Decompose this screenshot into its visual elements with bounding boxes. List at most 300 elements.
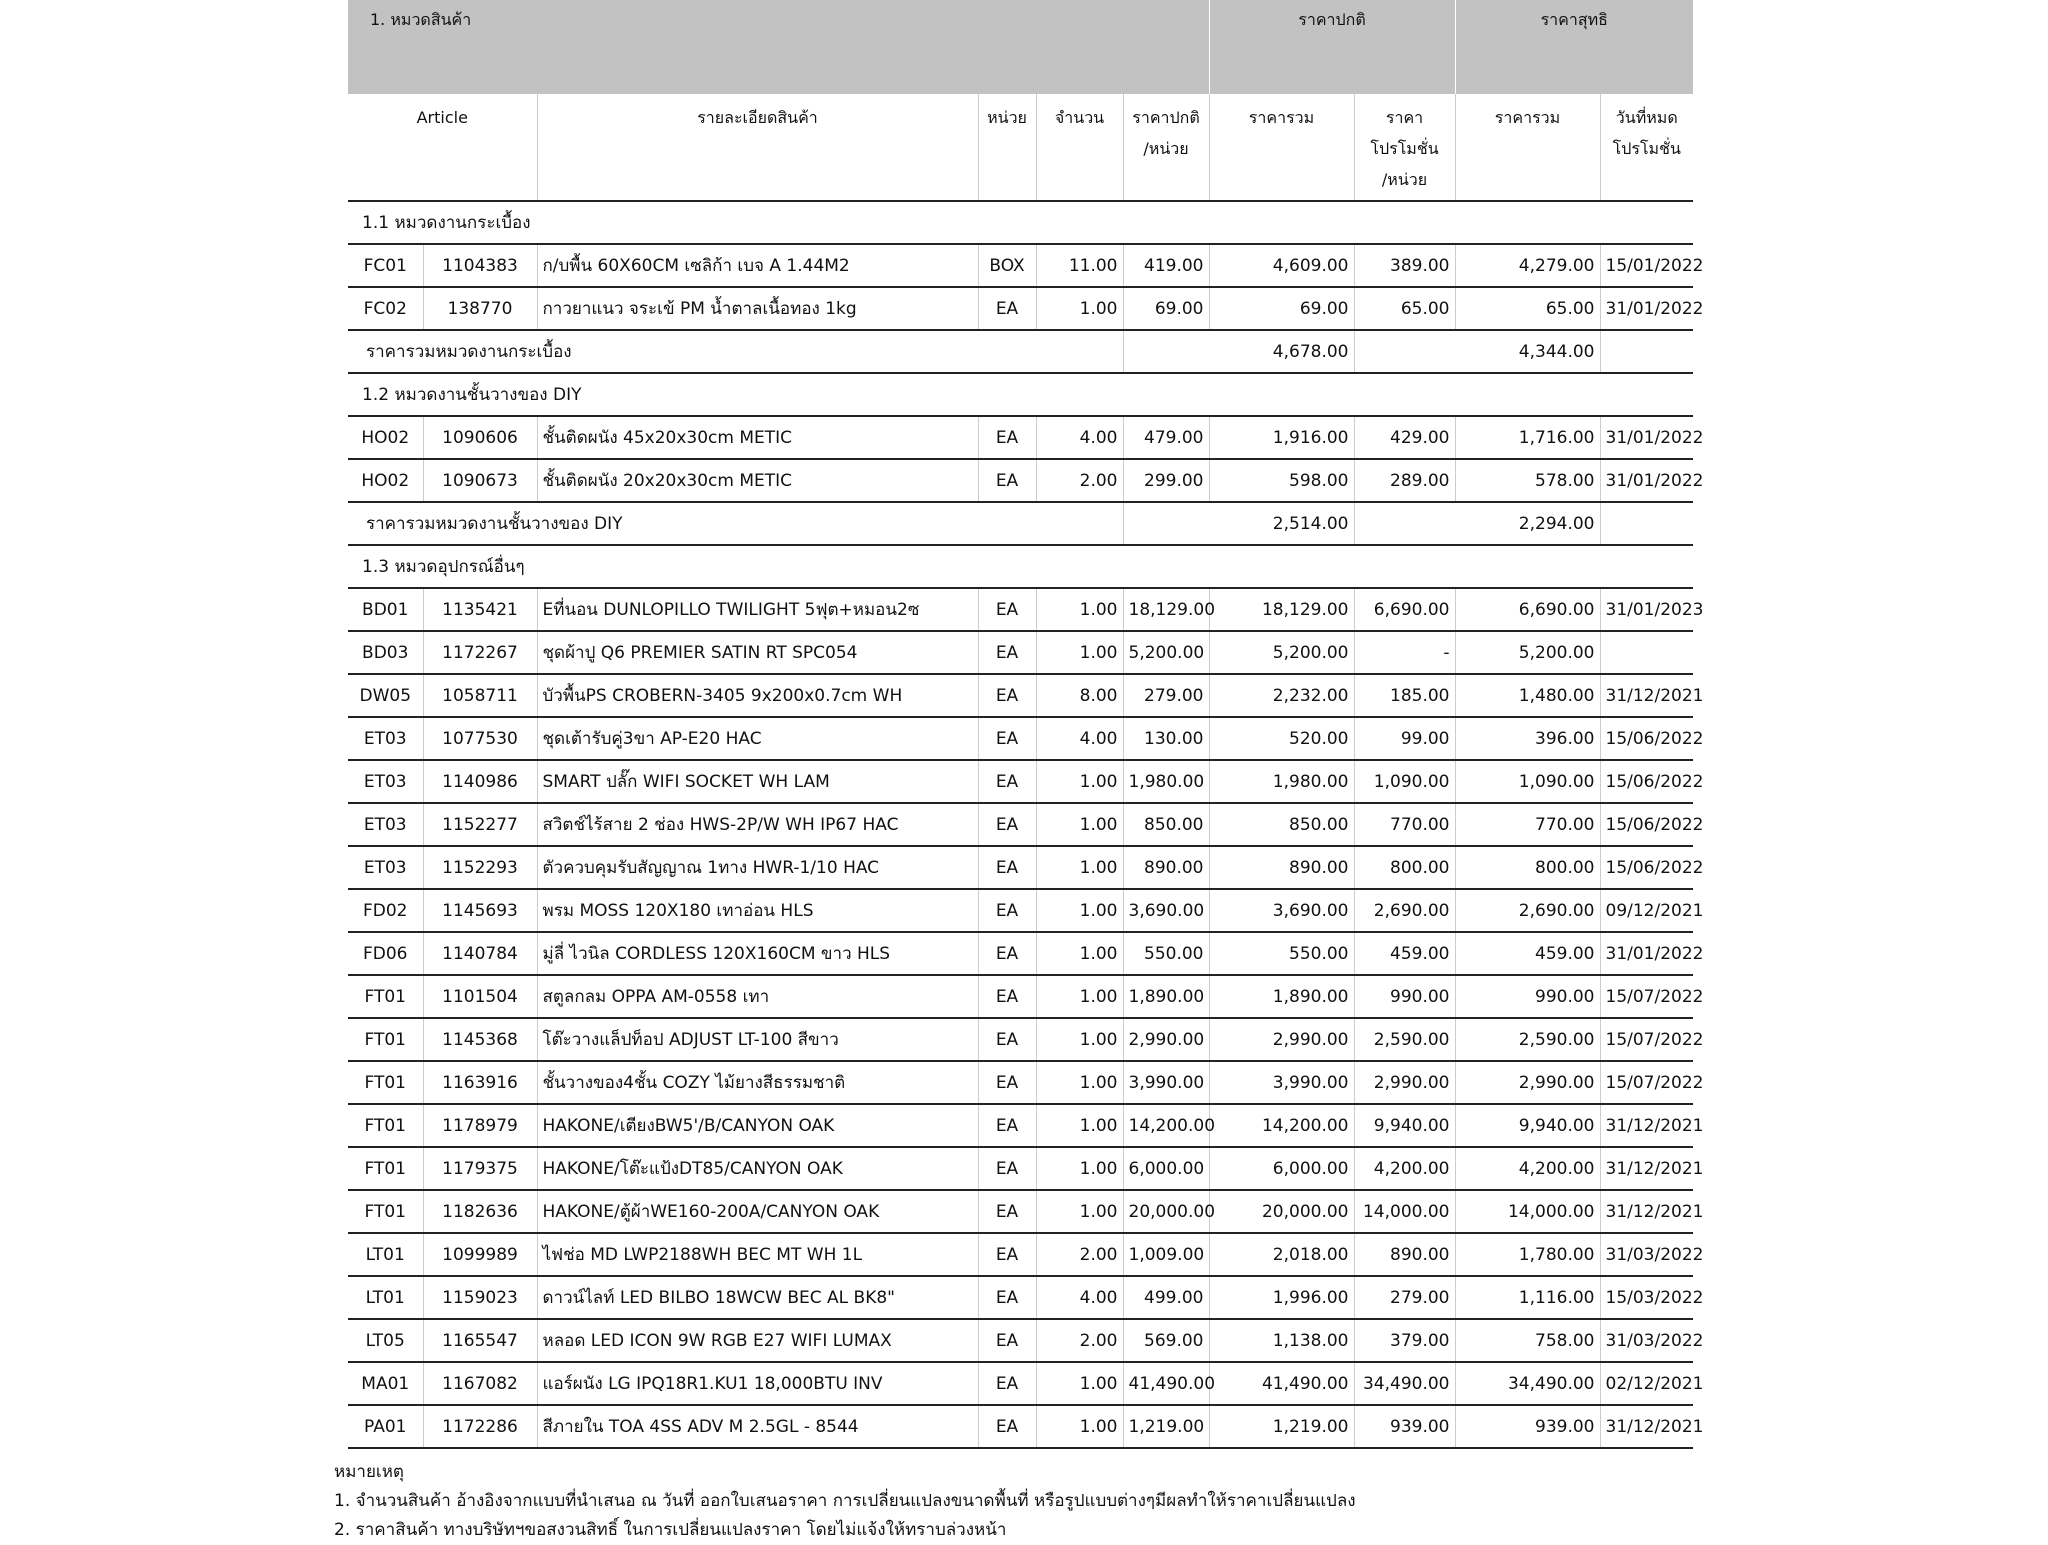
class-code: FT01 (348, 1190, 423, 1233)
item-description: ชุดผ้าปู Q6 PREMIER SATIN RT SPC054 (537, 631, 978, 674)
table-row (348, 1405, 1693, 1448)
promo-end-date: 31/01/2022 (1600, 932, 1693, 975)
promo-end-date: 15/03/2022 (1600, 1276, 1693, 1319)
unit: EA (978, 1190, 1036, 1233)
table-row (348, 1147, 1693, 1190)
quantity: 1.00 (1036, 1362, 1123, 1405)
promo-end-date: 31/12/2021 (1600, 674, 1693, 717)
unit-price: 569.00 (1123, 1319, 1209, 1362)
promo-price: 2,590.00 (1354, 1018, 1455, 1061)
unit: EA (978, 416, 1036, 459)
article-code: 1145693 (423, 889, 537, 932)
unit: EA (978, 803, 1036, 846)
header-net-total: ราคารวม (1455, 94, 1600, 201)
promo-price: 379.00 (1354, 1319, 1455, 1362)
table-row (348, 1276, 1693, 1319)
promo-price: 4,200.00 (1354, 1147, 1455, 1190)
promo-price: 289.00 (1354, 459, 1455, 502)
article-code: 1077530 (423, 717, 537, 760)
article-code: 1152277 (423, 803, 537, 846)
unit: EA (978, 1104, 1036, 1147)
normal-price-band: ราคาปกติ (1209, 0, 1455, 94)
table-row (348, 975, 1693, 1018)
promo-end-date: 31/03/2022 (1600, 1319, 1693, 1362)
unit: EA (978, 1276, 1036, 1319)
subtotal-spacer (1354, 502, 1455, 545)
unit-price: 3,990.00 (1123, 1061, 1209, 1104)
promo-price: 459.00 (1354, 932, 1455, 975)
promo-price: 9,940.00 (1354, 1104, 1455, 1147)
quantity: 1.00 (1036, 932, 1123, 975)
class-code: HO02 (348, 416, 423, 459)
unit-price: 14,200.00 (1123, 1104, 1209, 1147)
promo-end-date: 31/01/2022 (1600, 287, 1693, 330)
subtotal-normal: 4,678.00 (1209, 330, 1354, 373)
class-code: BD03 (348, 631, 423, 674)
unit: EA (978, 631, 1036, 674)
article-code: 1163916 (423, 1061, 537, 1104)
unit: EA (978, 717, 1036, 760)
unit: EA (978, 1018, 1036, 1061)
quantity: 2.00 (1036, 1233, 1123, 1276)
net-total: 800.00 (1455, 846, 1600, 889)
net-total: 939.00 (1455, 1405, 1600, 1448)
table-row (348, 846, 1693, 889)
promo-price: 2,990.00 (1354, 1061, 1455, 1104)
net-total: 6,690.00 (1455, 588, 1600, 631)
unit-price: 5,200.00 (1123, 631, 1209, 674)
article-code: 1159023 (423, 1276, 537, 1319)
quantity: 11.00 (1036, 244, 1123, 287)
promo-end-date: 15/07/2022 (1600, 975, 1693, 1018)
quantity: 8.00 (1036, 674, 1123, 717)
column-header-row (348, 94, 1693, 201)
item-description: HAKONE/โต๊ะแป้งDT85/CANYON OAK (537, 1147, 978, 1190)
quotation-table-body (348, 201, 1704, 1448)
net-total: 9,940.00 (1455, 1104, 1600, 1147)
subtotal-label: ราคารวมหมวดงานกระเบื้อง (348, 330, 1123, 373)
line-total: 550.00 (1209, 932, 1354, 975)
promo-end-date: 15/07/2022 (1600, 1061, 1693, 1104)
line-total: 890.00 (1209, 846, 1354, 889)
subtotal-spacer (1354, 330, 1455, 373)
line-total: 1,219.00 (1209, 1405, 1354, 1448)
table-row (348, 674, 1693, 717)
article-code: 1140986 (423, 760, 537, 803)
promo-price: 770.00 (1354, 803, 1455, 846)
item-description: ชั้นติดผนัง 20x20x30cm METIC (537, 459, 978, 502)
net-total: 1,780.00 (1455, 1233, 1600, 1276)
quantity: 1.00 (1036, 1190, 1123, 1233)
item-description: ตัวควบคุมรับสัญญาณ 1ทาง HWR-1/10 HAC (537, 846, 978, 889)
promo-price: 279.00 (1354, 1276, 1455, 1319)
net-total: 1,716.00 (1455, 416, 1600, 459)
net-total: 1,090.00 (1455, 760, 1600, 803)
unit: EA (978, 1147, 1036, 1190)
header-article: Article (348, 94, 537, 201)
table-row (348, 244, 1693, 287)
net-total: 14,000.00 (1455, 1190, 1600, 1233)
article-code: 1152293 (423, 846, 537, 889)
item-description: บัวพื้นPS CROBERN-3405 9x200x0.7cm WH (537, 674, 978, 717)
line-total: 18,129.00 (1209, 588, 1354, 631)
net-total: 4,200.00 (1455, 1147, 1600, 1190)
table-row (348, 287, 1693, 330)
header-total: ราคารวม (1209, 94, 1354, 201)
line-total: 4,609.00 (1209, 244, 1354, 287)
line-total: 598.00 (1209, 459, 1354, 502)
note-line: 2. ราคาสินค้า ทางบริษัทฯขอสงวนสิทธิ์ ในการเปลี่ยนแปลงราคา โดยไม่แจ้งให้ทราบล่วงหน้า (334, 1520, 1007, 1540)
quantity: 1.00 (1036, 631, 1123, 674)
section-row (348, 201, 1693, 244)
unit-price: 6,000.00 (1123, 1147, 1209, 1190)
quantity: 1.00 (1036, 1018, 1123, 1061)
class-code: DW05 (348, 674, 423, 717)
net-total: 1,116.00 (1455, 1276, 1600, 1319)
notes-title: หมายเหตุ (334, 1462, 404, 1482)
quotation-table-wrapper (348, 0, 1704, 1449)
line-total: 20,000.00 (1209, 1190, 1354, 1233)
section-row (348, 545, 1693, 588)
subtotal-spacer (1123, 502, 1209, 545)
article-code: 1058711 (423, 674, 537, 717)
article-code: 1172286 (423, 1405, 537, 1448)
table-row (348, 1190, 1693, 1233)
promo-price: 14,000.00 (1354, 1190, 1455, 1233)
quantity: 1.00 (1036, 588, 1123, 631)
table-row (348, 1319, 1693, 1362)
unit: EA (978, 1061, 1036, 1104)
item-description: ดาวน์ไลท์ LED BILBO 18WCW BEC AL BK8" (537, 1276, 978, 1319)
unit: EA (978, 1319, 1036, 1362)
subtotal-net: 2,294.00 (1455, 502, 1600, 545)
item-description: หลอด LED ICON 9W RGB E27 WIFI LUMAX (537, 1319, 978, 1362)
unit-price: 2,990.00 (1123, 1018, 1209, 1061)
line-total: 1,890.00 (1209, 975, 1354, 1018)
header-unit-price: ราคาปกติ /หน่วย (1123, 94, 1209, 201)
unit-price: 299.00 (1123, 459, 1209, 502)
quantity: 1.00 (1036, 1061, 1123, 1104)
line-total: 6,000.00 (1209, 1147, 1354, 1190)
promo-end-date: 31/01/2023 (1600, 588, 1693, 631)
unit: EA (978, 674, 1036, 717)
unit-price: 499.00 (1123, 1276, 1209, 1319)
promo-end-date: 31/01/2022 (1600, 416, 1693, 459)
table-row (348, 760, 1693, 803)
promo-end-date (1600, 631, 1693, 674)
promo-end-date: 02/12/2021 (1600, 1362, 1693, 1405)
unit-price: 1,980.00 (1123, 760, 1209, 803)
promo-end-date: 31/12/2021 (1600, 1405, 1693, 1448)
table-row (348, 932, 1693, 975)
item-description: Eที่นอน DUNLOPILLO TWILIGHT 5ฟุต+หมอน2ซ (537, 588, 978, 631)
promo-price: 939.00 (1354, 1405, 1455, 1448)
quantity: 2.00 (1036, 1319, 1123, 1362)
unit: EA (978, 459, 1036, 502)
item-description: ชั้นติดผนัง 45x20x30cm METIC (537, 416, 978, 459)
article-code: 1099989 (423, 1233, 537, 1276)
section-title: 1.2 หมวดงานชั้นวางของ DIY (348, 373, 1693, 416)
unit-price: 20,000.00 (1123, 1190, 1209, 1233)
quantity: 4.00 (1036, 416, 1123, 459)
article-code: 1101504 (423, 975, 537, 1018)
unit-price: 1,009.00 (1123, 1233, 1209, 1276)
line-total: 1,996.00 (1209, 1276, 1354, 1319)
item-description: พรม MOSS 120X180 เทาอ่อน HLS (537, 889, 978, 932)
net-total: 396.00 (1455, 717, 1600, 760)
quotation-table (348, 0, 1704, 1449)
promo-price: 99.00 (1354, 717, 1455, 760)
category-band-title: 1. หมวดสินค้า (348, 0, 1209, 94)
line-total: 3,990.00 (1209, 1061, 1354, 1104)
class-code: LT01 (348, 1276, 423, 1319)
net-total: 65.00 (1455, 287, 1600, 330)
subtotal-spacer (1600, 330, 1693, 373)
class-code: LT01 (348, 1233, 423, 1276)
subtotal-row (348, 330, 1693, 373)
promo-end-date: 31/12/2021 (1600, 1147, 1693, 1190)
class-code: LT05 (348, 1319, 423, 1362)
class-code: PA01 (348, 1405, 423, 1448)
class-code: FT01 (348, 1061, 423, 1104)
net-total: 770.00 (1455, 803, 1600, 846)
promo-end-date: 31/01/2022 (1600, 459, 1693, 502)
article-code: 1135421 (423, 588, 537, 631)
unit: EA (978, 846, 1036, 889)
promo-price: 65.00 (1354, 287, 1455, 330)
promo-end-date: 15/07/2022 (1600, 1018, 1693, 1061)
article-code: 1140784 (423, 932, 537, 975)
line-total: 5,200.00 (1209, 631, 1354, 674)
unit-price: 550.00 (1123, 932, 1209, 975)
quantity: 1.00 (1036, 889, 1123, 932)
unit-price: 69.00 (1123, 287, 1209, 330)
table-row (348, 631, 1693, 674)
subtotal-normal: 2,514.00 (1209, 502, 1354, 545)
item-description: สีภายใน TOA 4SS ADV M 2.5GL - 8544 (537, 1405, 978, 1448)
net-total: 4,279.00 (1455, 244, 1600, 287)
unit-price: 3,690.00 (1123, 889, 1209, 932)
net-total: 34,490.00 (1455, 1362, 1600, 1405)
subtotal-label: ราคารวมหมวดงานชั้นวางของ DIY (348, 502, 1123, 545)
promo-end-date: 31/12/2021 (1600, 1104, 1693, 1147)
line-total: 2,990.00 (1209, 1018, 1354, 1061)
unit-price: 279.00 (1123, 674, 1209, 717)
net-total: 578.00 (1455, 459, 1600, 502)
promo-end-date: 31/12/2021 (1600, 1190, 1693, 1233)
section-row (348, 373, 1693, 416)
article-code: 1179375 (423, 1147, 537, 1190)
article-code: 1172267 (423, 631, 537, 674)
promo-price: 890.00 (1354, 1233, 1455, 1276)
subtotal-spacer (1600, 502, 1693, 545)
item-description: กาวยาแนว จระเข้ PM น้ำตาลเนื้อทอง 1kg (537, 287, 978, 330)
promo-end-date: 15/01/2022 (1600, 244, 1693, 287)
class-code: ET03 (348, 760, 423, 803)
line-total: 3,690.00 (1209, 889, 1354, 932)
subtotal-row (348, 502, 1693, 545)
article-code: 1165547 (423, 1319, 537, 1362)
article-code: 1167082 (423, 1362, 537, 1405)
promo-price: 990.00 (1354, 975, 1455, 1018)
unit-price: 419.00 (1123, 244, 1209, 287)
table-row (348, 803, 1693, 846)
promo-end-date: 15/06/2022 (1600, 717, 1693, 760)
promo-price: 800.00 (1354, 846, 1455, 889)
item-description: สตูลกลม OPPA AM-0558 เทา (537, 975, 978, 1018)
line-total: 1,980.00 (1209, 760, 1354, 803)
class-code: HO02 (348, 459, 423, 502)
item-description: ไฟช่อ MD LWP2188WH BEC MT WH 1L (537, 1233, 978, 1276)
net-total: 1,480.00 (1455, 674, 1600, 717)
table-row (348, 459, 1693, 502)
item-description: ชั้นวางของ4ชั้น COZY ไม้ยางสีธรรมชาติ (537, 1061, 978, 1104)
article-code: 1178979 (423, 1104, 537, 1147)
promo-end-date: 15/06/2022 (1600, 760, 1693, 803)
promo-end-date: 09/12/2021 (1600, 889, 1693, 932)
header-detail: รายละเอียดสินค้า (537, 94, 978, 201)
promo-end-date: 15/06/2022 (1600, 803, 1693, 846)
promo-price: 1,090.00 (1354, 760, 1455, 803)
promo-end-date: 15/06/2022 (1600, 846, 1693, 889)
quantity: 1.00 (1036, 846, 1123, 889)
table-row (348, 416, 1693, 459)
unit-price: 41,490.00 (1123, 1362, 1209, 1405)
class-code: FT01 (348, 1018, 423, 1061)
line-total: 1,916.00 (1209, 416, 1354, 459)
class-code: MA01 (348, 1362, 423, 1405)
promo-end-date: 31/03/2022 (1600, 1233, 1693, 1276)
unit: EA (978, 889, 1036, 932)
item-description: ชุดเต้ารับคู่3ขา AP-E20 HAC (537, 717, 978, 760)
promo-price: 2,690.00 (1354, 889, 1455, 932)
category-band-row (348, 0, 1693, 94)
promo-price: 429.00 (1354, 416, 1455, 459)
quantity: 1.00 (1036, 760, 1123, 803)
item-description: SMART ปลั๊ก WIFI SOCKET WH LAM (537, 760, 978, 803)
line-total: 850.00 (1209, 803, 1354, 846)
line-total: 520.00 (1209, 717, 1354, 760)
unit: EA (978, 287, 1036, 330)
table-row (348, 717, 1693, 760)
class-code: FT01 (348, 1147, 423, 1190)
quantity: 4.00 (1036, 1276, 1123, 1319)
section-title: 1.1 หมวดงานกระเบื้อง (348, 201, 1693, 244)
item-description: มู่ลี่ ไวนิล CORDLESS 120X160CM ขาว HLS (537, 932, 978, 975)
header-unit: หน่วย (978, 94, 1036, 201)
quantity: 1.00 (1036, 1104, 1123, 1147)
class-code: ET03 (348, 846, 423, 889)
unit-price: 1,890.00 (1123, 975, 1209, 1018)
unit-price: 890.00 (1123, 846, 1209, 889)
line-total: 2,232.00 (1209, 674, 1354, 717)
unit: EA (978, 1233, 1036, 1276)
unit-price: 850.00 (1123, 803, 1209, 846)
unit: EA (978, 932, 1036, 975)
header-promo-end: วันที่หมด โปรโมชั่น (1600, 94, 1693, 201)
line-total: 1,138.00 (1209, 1319, 1354, 1362)
notes-section (334, 1458, 1356, 1545)
item-description: สวิตช์ไร้สาย 2 ช่อง HWS-2P/W WH IP67 HAC (537, 803, 978, 846)
promo-price: 185.00 (1354, 674, 1455, 717)
table-row (348, 1362, 1693, 1405)
net-total: 2,690.00 (1455, 889, 1600, 932)
promo-price: 389.00 (1354, 244, 1455, 287)
unit-price: 1,219.00 (1123, 1405, 1209, 1448)
item-description: ก/บพื้น 60X60CM เซลิก้า เบจ A 1.44M2 (537, 244, 978, 287)
item-description: HAKONE/เตียงBW5'/B/CANYON OAK (537, 1104, 978, 1147)
header-promo-price: ราคา โปรโมชั่น /หน่วย (1354, 94, 1455, 201)
class-code: BD01 (348, 588, 423, 631)
line-total: 14,200.00 (1209, 1104, 1354, 1147)
quantity: 1.00 (1036, 287, 1123, 330)
note-line: 1. จำนวนสินค้า อ้างอิงจากแบบที่นำเสนอ ณ วันที่ ออกใบเสนอราคา การเปลี่ยนแปลงขนาดพื้นที่ หรือรูปแบบต่างๆมีผลทำให้ราคาเปลี่ยนแปลง (334, 1491, 1356, 1511)
class-code: FC01 (348, 244, 423, 287)
unit-price: 479.00 (1123, 416, 1209, 459)
table-row (348, 889, 1693, 932)
net-total: 758.00 (1455, 1319, 1600, 1362)
table-row (348, 588, 1693, 631)
unit: EA (978, 975, 1036, 1018)
net-total: 5,200.00 (1455, 631, 1600, 674)
line-total: 69.00 (1209, 287, 1354, 330)
net-total: 2,990.00 (1455, 1061, 1600, 1104)
unit: EA (978, 588, 1036, 631)
promo-price: 34,490.00 (1354, 1362, 1455, 1405)
header-qty: จำนวน (1036, 94, 1123, 201)
table-row (348, 1018, 1693, 1061)
class-code: FD06 (348, 932, 423, 975)
unit: EA (978, 1362, 1036, 1405)
quantity: 2.00 (1036, 459, 1123, 502)
unit: EA (978, 1405, 1036, 1448)
article-code: 1090673 (423, 459, 537, 502)
net-total: 2,590.00 (1455, 1018, 1600, 1061)
promo-price: - (1354, 631, 1455, 674)
quantity: 4.00 (1036, 717, 1123, 760)
net-total: 459.00 (1455, 932, 1600, 975)
net-total: 990.00 (1455, 975, 1600, 1018)
class-code: FC02 (348, 287, 423, 330)
subtotal-spacer (1123, 330, 1209, 373)
class-code: ET03 (348, 717, 423, 760)
quantity: 1.00 (1036, 1147, 1123, 1190)
item-description: โต๊ะวางแล็ปท็อป ADJUST LT-100 สีขาว (537, 1018, 978, 1061)
item-description: HAKONE/ตู้ผ้าWE160-200A/CANYON OAK (537, 1190, 978, 1233)
article-code: 1145368 (423, 1018, 537, 1061)
quantity: 1.00 (1036, 803, 1123, 846)
net-price-band: ราคาสุทธิ (1455, 0, 1693, 94)
unit: EA (978, 760, 1036, 803)
class-code: FD02 (348, 889, 423, 932)
class-code: ET03 (348, 803, 423, 846)
table-row (348, 1061, 1693, 1104)
article-code: 1104383 (423, 244, 537, 287)
quantity: 1.00 (1036, 975, 1123, 1018)
article-code: 1090606 (423, 416, 537, 459)
item-description: แอร์ผนัง LG IPQ18R1.KU1 18,000BTU INV (537, 1362, 978, 1405)
line-total: 2,018.00 (1209, 1233, 1354, 1276)
table-row (348, 1104, 1693, 1147)
unit-price: 18,129.00 (1123, 588, 1209, 631)
class-code: FT01 (348, 1104, 423, 1147)
unit-price: 130.00 (1123, 717, 1209, 760)
unit: BOX (978, 244, 1036, 287)
line-total: 41,490.00 (1209, 1362, 1354, 1405)
article-code: 1182636 (423, 1190, 537, 1233)
class-code: FT01 (348, 975, 423, 1018)
table-row (348, 1233, 1693, 1276)
